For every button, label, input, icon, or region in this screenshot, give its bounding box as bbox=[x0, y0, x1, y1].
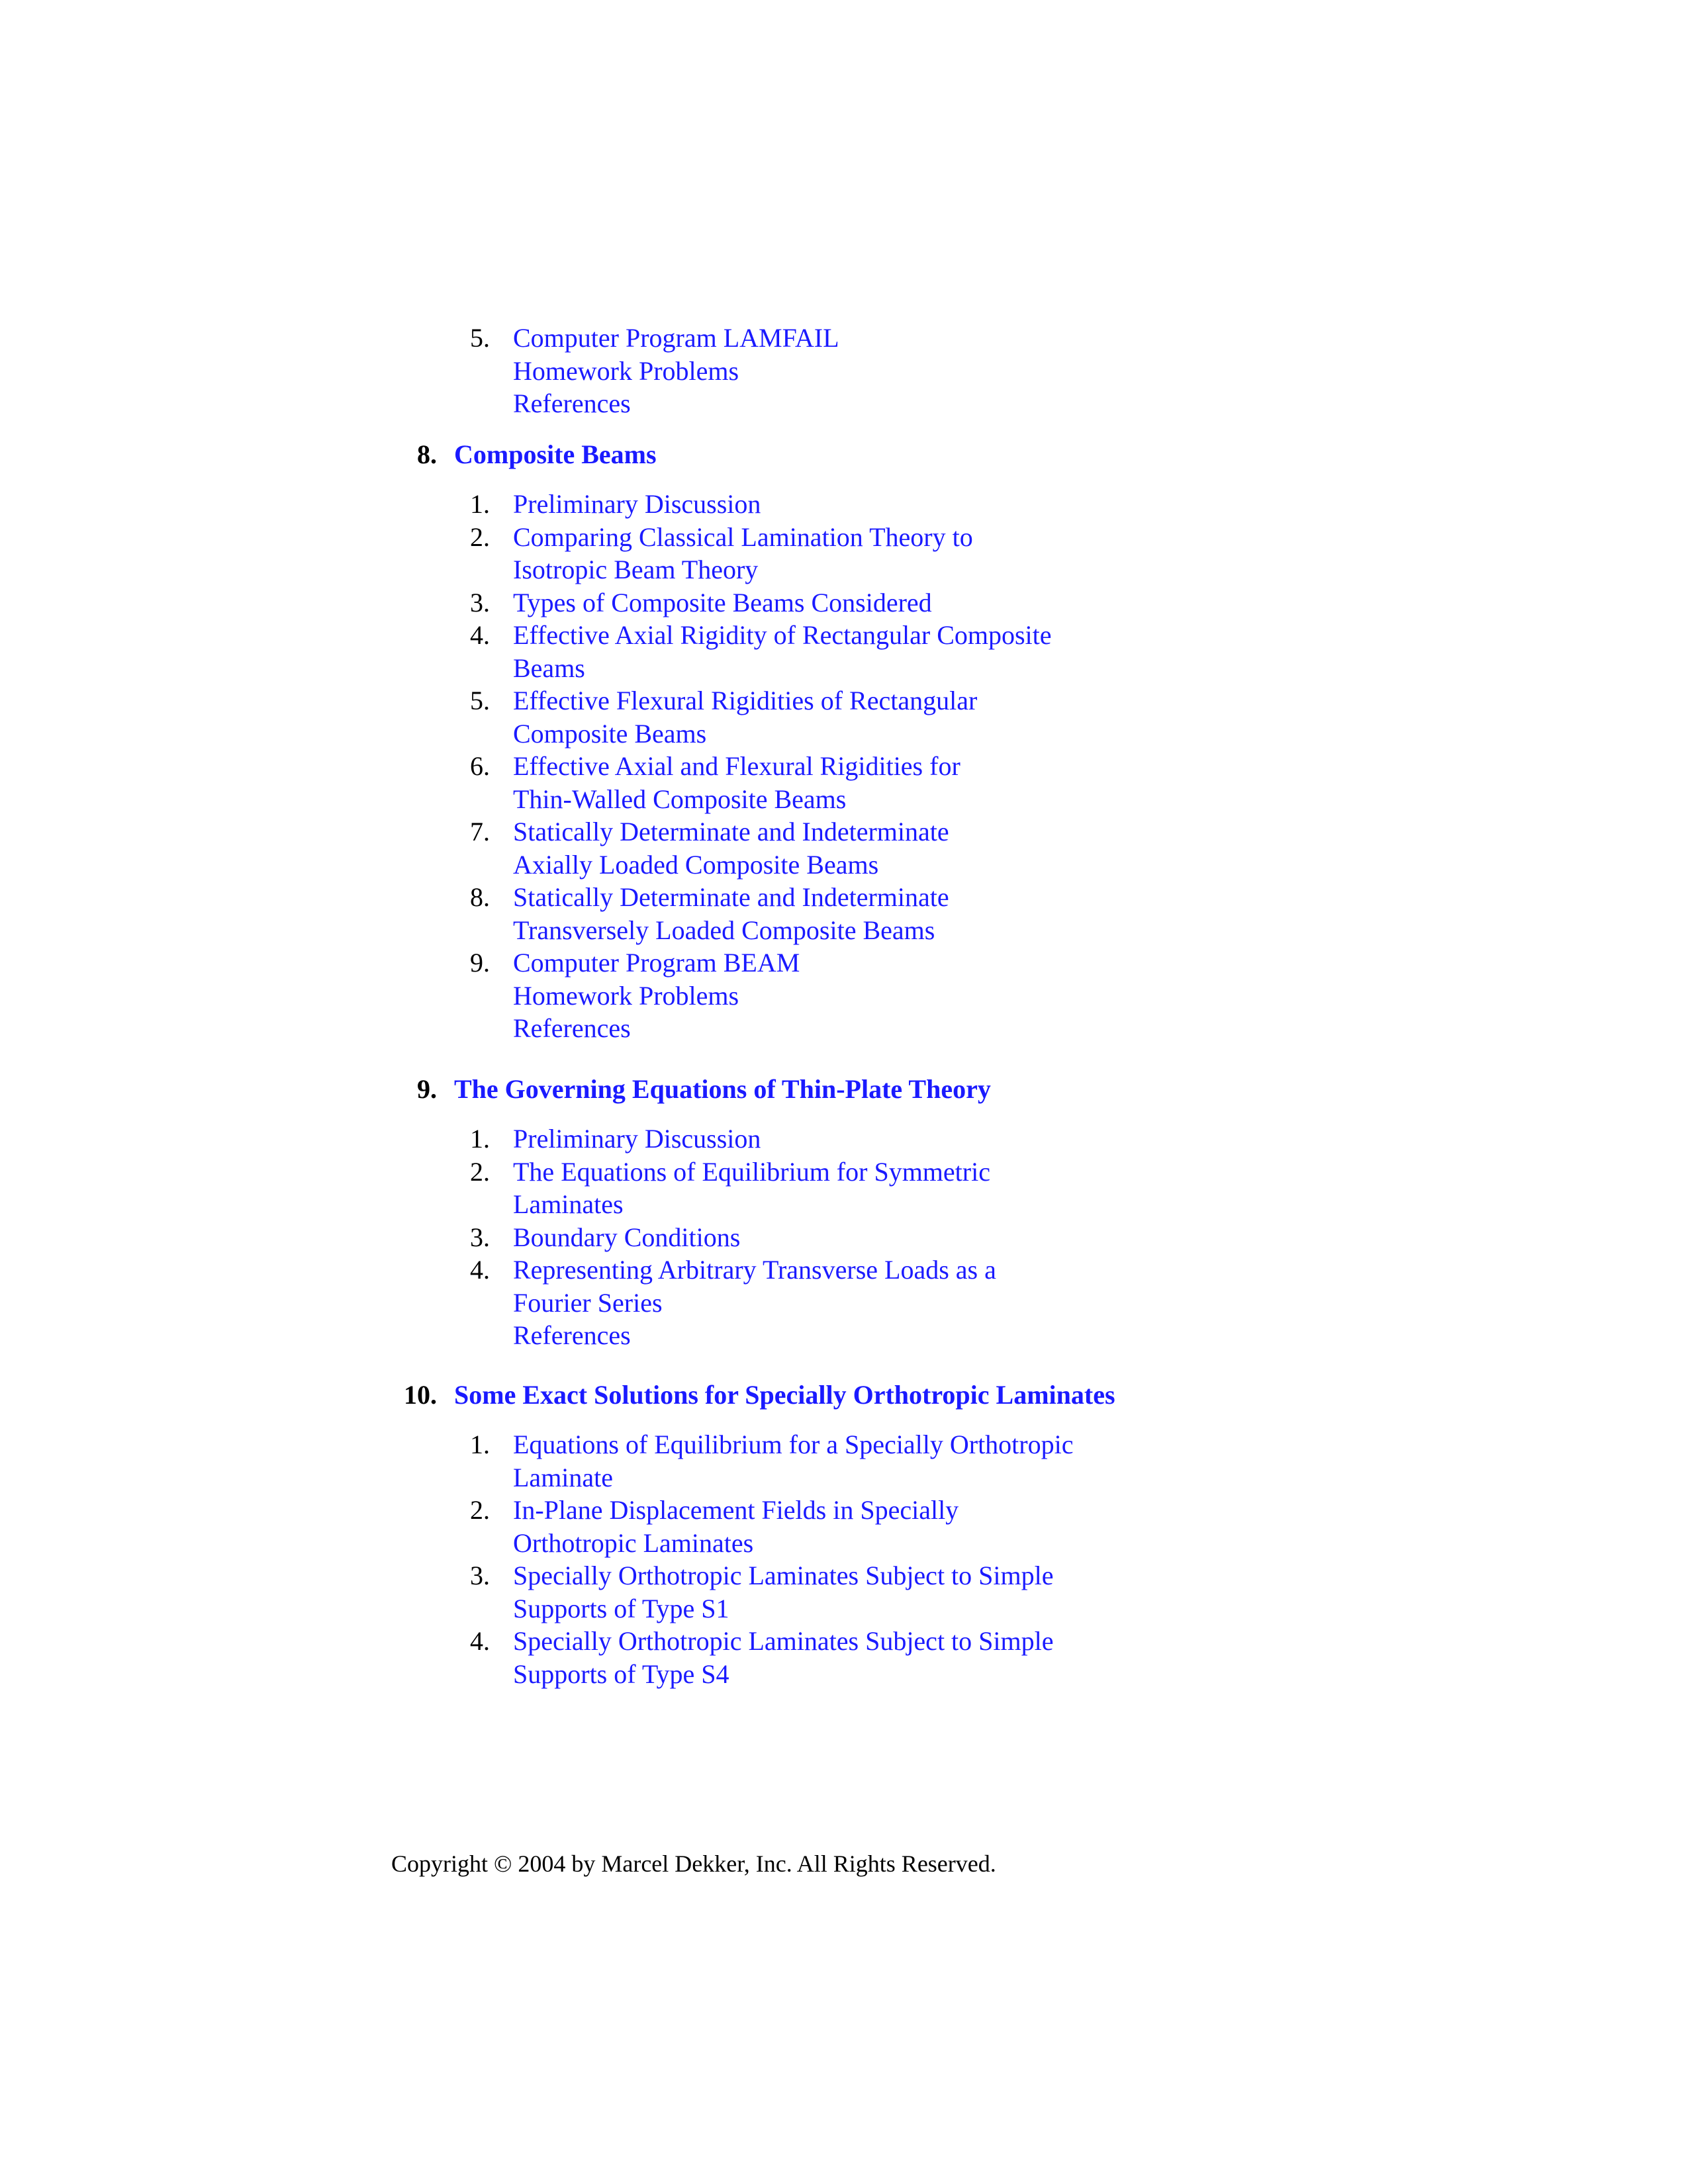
section-link[interactable] bbox=[513, 815, 1688, 881]
section-title-line: Isotropic Beam Theory bbox=[513, 555, 759, 584]
chapter-number: 10. bbox=[404, 1380, 437, 1410]
section-title-line: Thin-Walled Composite Beams bbox=[513, 784, 847, 814]
section-title-line: Laminate bbox=[513, 1462, 614, 1492]
chapter-title-link[interactable]: The Governing Equations of Thin-Plate Theory bbox=[454, 1074, 991, 1104]
section-link[interactable] bbox=[513, 521, 1688, 586]
section-title-line: Supports of Type S1 bbox=[513, 1593, 729, 1623]
toc-entry bbox=[0, 1122, 1688, 1156]
section-title-line: Effective Flexural Rigidities of Rectangular bbox=[513, 686, 978, 715]
toc-entry bbox=[0, 1625, 1688, 1690]
section-link[interactable] bbox=[513, 488, 1688, 521]
toc-entry bbox=[0, 1253, 1688, 1319]
section-title-line: Effective Axial Rigidity of Rectangular Composite bbox=[513, 620, 1052, 650]
toc-chapter bbox=[0, 322, 1688, 420]
toc-chapter bbox=[0, 439, 1688, 1045]
toc-entry bbox=[0, 1012, 1688, 1045]
toc-entry bbox=[0, 946, 1688, 979]
chapter-number: 8. bbox=[417, 439, 437, 469]
section-number: 9. bbox=[470, 948, 490, 978]
section-number: 5. bbox=[470, 323, 490, 353]
section-link[interactable] bbox=[513, 586, 1688, 619]
section-link[interactable] bbox=[513, 619, 1688, 684]
section-title-line: Statically Determinate and Indeterminate bbox=[513, 882, 949, 912]
toc-chapter bbox=[0, 1073, 1688, 1352]
section-title-line: Preliminary Discussion bbox=[513, 1124, 761, 1154]
section-number: 3. bbox=[470, 1222, 490, 1252]
section-link[interactable] bbox=[513, 881, 1688, 946]
section-number: 6. bbox=[470, 751, 490, 781]
toc-entry bbox=[0, 1494, 1688, 1559]
toc-entry bbox=[0, 979, 1688, 1013]
toc-entry bbox=[0, 1221, 1688, 1254]
section-list bbox=[0, 322, 1688, 420]
section-number: 1. bbox=[470, 1430, 490, 1459]
section-link[interactable] bbox=[513, 1012, 1688, 1045]
section-number: 8. bbox=[470, 882, 490, 912]
chapter-title-link[interactable]: Composite Beams bbox=[454, 439, 657, 469]
section-link[interactable] bbox=[513, 1253, 1688, 1319]
section-link[interactable] bbox=[513, 1625, 1688, 1690]
section-title-line: Homework Problems bbox=[513, 980, 739, 1011]
section-title-line: Beams bbox=[513, 653, 585, 683]
section-link[interactable] bbox=[513, 1319, 1688, 1352]
toc-entry bbox=[0, 750, 1688, 815]
section-title-line: Specially Orthotropic Laminates Subject to Simple bbox=[513, 1561, 1054, 1590]
section-link[interactable] bbox=[513, 1428, 1688, 1494]
section-title-line: Axially Loaded Composite Beams bbox=[513, 849, 879, 880]
toc-chapter bbox=[0, 1379, 1688, 1690]
section-title-line: In-Plane Displacement Fields in Specially bbox=[513, 1495, 959, 1525]
section-title-line: Boundary Conditions bbox=[513, 1222, 741, 1252]
chapter-heading bbox=[0, 1379, 1688, 1420]
section-number: 2. bbox=[470, 522, 490, 552]
section-number: 1. bbox=[470, 1124, 490, 1154]
section-title-line: Specially Orthotropic Laminates Subject to Simple bbox=[513, 1626, 1054, 1656]
toc-entry bbox=[0, 355, 1688, 388]
section-link[interactable] bbox=[513, 979, 1688, 1013]
section-link[interactable] bbox=[513, 387, 1688, 420]
section-title-line: References bbox=[513, 1013, 631, 1043]
chapter-number: 9. bbox=[417, 1074, 437, 1104]
section-title-line: Composite Beams bbox=[513, 718, 707, 749]
section-title-line: References bbox=[513, 1320, 631, 1350]
toc-entry bbox=[0, 684, 1688, 750]
section-number: 4. bbox=[470, 620, 490, 650]
section-title-line: Supports of Type S4 bbox=[513, 1659, 729, 1689]
toc-entry bbox=[0, 521, 1688, 586]
section-title-line: Computer Program LAMFAIL bbox=[513, 323, 839, 353]
section-number: 4. bbox=[470, 1626, 490, 1656]
section-link[interactable] bbox=[513, 1221, 1688, 1254]
section-title-line: Types of Composite Beams Considered bbox=[513, 587, 932, 617]
section-title-line: The Equations of Equilibrium for Symmetric bbox=[513, 1156, 990, 1187]
toc-entry bbox=[0, 322, 1688, 355]
toc-entry bbox=[0, 586, 1688, 619]
section-title-line: Effective Axial and Flexural Rigidities for bbox=[513, 751, 961, 781]
section-list bbox=[0, 1428, 1688, 1690]
toc-entry bbox=[0, 387, 1688, 420]
section-link[interactable] bbox=[513, 750, 1688, 815]
section-list bbox=[0, 488, 1688, 1045]
section-title-line: Transversely Loaded Composite Beams bbox=[513, 915, 935, 945]
section-link[interactable] bbox=[513, 322, 1688, 355]
section-number: 3. bbox=[470, 587, 490, 617]
section-title-line: Homework Problems bbox=[513, 355, 739, 386]
toc-entry bbox=[0, 1319, 1688, 1352]
toc-entry bbox=[0, 488, 1688, 521]
section-link[interactable] bbox=[513, 1494, 1688, 1559]
chapter-heading bbox=[0, 1073, 1688, 1115]
toc-entry bbox=[0, 619, 1688, 684]
section-link[interactable] bbox=[513, 1122, 1688, 1156]
section-title-line: Statically Determinate and Indeterminate bbox=[513, 817, 949, 846]
section-number: 2. bbox=[470, 1156, 490, 1187]
section-link[interactable] bbox=[513, 1559, 1688, 1625]
section-title-line: Equations of Equilibrium for a Specially Orthotropic bbox=[513, 1430, 1074, 1459]
section-link[interactable] bbox=[513, 946, 1688, 979]
chapter-title-link[interactable]: Some Exact Solutions for Specially Orthotropic Laminates bbox=[454, 1380, 1115, 1410]
section-number: 1. bbox=[470, 489, 490, 519]
section-link[interactable] bbox=[513, 1156, 1688, 1221]
section-list bbox=[0, 1122, 1688, 1352]
section-title-line: Laminates bbox=[513, 1189, 624, 1219]
toc-entry bbox=[0, 1428, 1688, 1494]
toc-entry bbox=[0, 815, 1688, 881]
section-title-line: Orthotropic Laminates bbox=[513, 1527, 754, 1558]
toc-entry bbox=[0, 1156, 1688, 1221]
toc-entry bbox=[0, 1559, 1688, 1625]
section-link[interactable] bbox=[513, 355, 1688, 388]
section-number: 7. bbox=[470, 817, 490, 846]
section-number: 4. bbox=[470, 1255, 490, 1285]
section-title-line: Comparing Classical Lamination Theory to bbox=[513, 522, 973, 552]
section-title-line: Representing Arbitrary Transverse Loads as a bbox=[513, 1255, 996, 1285]
toc-entry bbox=[0, 881, 1688, 946]
section-number: 5. bbox=[470, 686, 490, 715]
chapter-heading bbox=[0, 439, 1688, 480]
section-title-line: Computer Program BEAM bbox=[513, 948, 800, 978]
section-title-line: Fourier Series bbox=[513, 1287, 663, 1318]
section-title-line: Preliminary Discussion bbox=[513, 489, 761, 519]
section-number: 3. bbox=[470, 1561, 490, 1590]
section-title-line: References bbox=[513, 388, 631, 418]
copyright-notice: Copyright © 2004 by Marcel Dekker, Inc. All Rights Reserved. bbox=[391, 1850, 996, 1877]
section-link[interactable] bbox=[513, 684, 1688, 750]
section-number: 2. bbox=[470, 1495, 490, 1525]
